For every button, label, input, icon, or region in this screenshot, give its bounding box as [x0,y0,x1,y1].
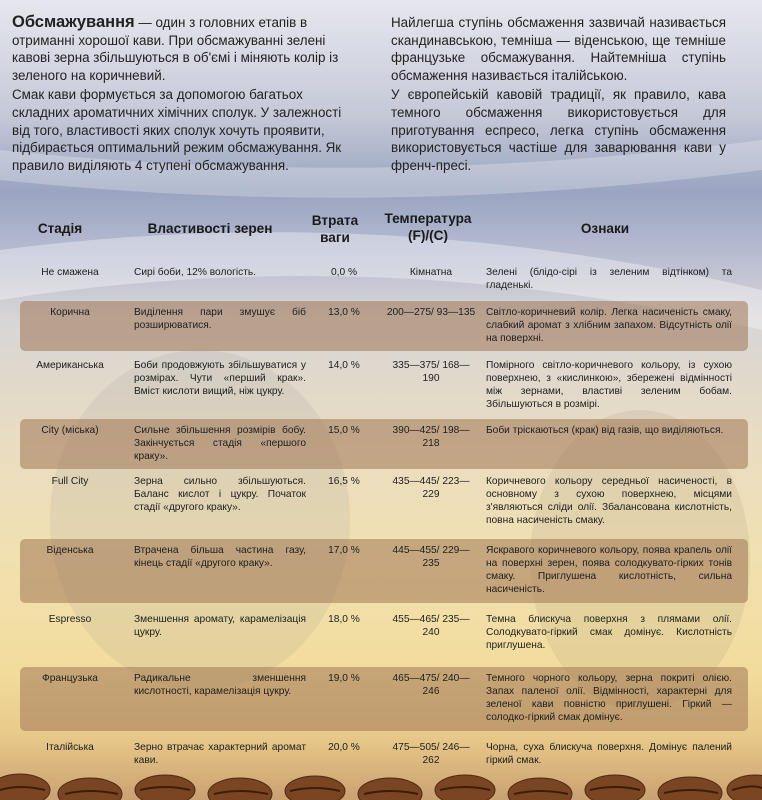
cell-temperature: 335—375/ 168—190 [392,360,470,384]
cell-properties: Зменшення аромату, карамелізація цукру. [134,614,306,638]
cell-temperature: 435—445/ 223—229 [392,476,470,500]
cell-signs: Світло-коричневий колір. Легка насиченість смаку, слабкий аромат з хлібним запахом. Відсутність олії на поверхні. [486,307,732,344]
cell-stage: Full City [51,476,89,487]
cell-signs: Помірного світло-коричневого кольору, із сухою поверхнею, з «кислинкою», збережені відмінності між зернами, властиві зеленим бобам. Збільшуються в розмірі. [486,360,732,410]
table-row [0,544,762,598]
intro-paragraph-1 [12,14,358,84]
intro-lead-word: Обсмажування [12,13,135,31]
cell-stage: Espresso [48,614,92,625]
cell-stage: Італійська [46,742,94,753]
table-row [0,424,762,464]
cell-properties: Боби продовжують збільшуватися у розмірах. Чути «перший крак». Вміст кислоти вищий, ніж цукру. [134,360,306,397]
table-row [0,672,762,726]
header-temperature-line2: (F)/(C) [407,228,448,243]
header-temperature [380,210,476,244]
cell-stage: Американська [36,360,104,371]
cell-stage: Французька [42,673,98,684]
cell-signs: Темна блискуча поверхня з плямами олії. Солодкувато-гіркий смак домінує. Кислотність приглушена. [486,614,732,651]
header-weight-loss-line1: Втрата [311,213,359,228]
cell-signs: Яскравого коричневого кольору, поява крапель олії на поверхні зерен, поява солодкувато-гірких тонів смаку. Приглушена кислотність, сильна насиченість. [486,545,732,595]
cell-stage: City (міська) [41,425,99,436]
cell-temperature: Кімнатна [409,267,453,278]
cell-weight-loss: 17,0 % [328,545,360,556]
cell-weight-loss: 18,0 % [328,614,360,625]
cell-properties: Втрачена більша частина газу, кінець стадії «другого краку». [134,545,306,569]
cell-weight-loss: 19,0 % [328,673,360,684]
cell-temperature: 390—425/ 198—218 [392,425,470,449]
cell-properties: Зерна сильно збільшуються. Баланс кислот і цукру. Початок стадії «другого краку». [134,476,306,513]
cell-weight-loss: 13,0 % [328,307,360,318]
cell-signs: Темного чорного кольору, зерна покриті олією. Запах паленої олії. Відмінності, характерні для зеленої кави повністю приглушені. Гіркий — солодко-гіркий смак домінує. [486,673,732,723]
cell-temperature: 475—505/ 246—262 [392,742,470,766]
cell-temperature: 455—465/ 235—240 [392,614,470,638]
intro-right-column [391,14,726,176]
cell-weight-loss: 14,0 % [328,360,360,371]
cell-signs: Коричневого кольору середньої насиченості, в основному з сухою поверхнею, місцями з'являються сліди олії. Збалансована кислотність, повна насиченість смаку. [486,476,732,526]
cell-properties: Виділення пари змушує біб розширюватися. [134,307,306,331]
cell-stage: Віденська [46,545,94,556]
cell-properties: Зерно втрачає характерний аромат кави. [134,742,306,766]
table-row [0,306,762,346]
intro-paragraph-4: У європейській кавовій традиції, як правило, кава темного обсмаження використовується для приготування еспресо, легка ступінь обсмаження використовується частіше для заварювання кави у френч-пресі. [391,87,726,173]
header-weight-loss [305,212,365,246]
intro-paragraph-2: Смак кави формується за допомогою багатьох складних ароматичних хімічних сполук. У залежності від того, властивості яких сполук хочуть проявити, підбирається оптимальний режим обсмажування. Як правило виділяють 4 ступені обсмажування. [12,87,342,173]
cell-properties: Сильне збільшення розмірів бобу. Закінчується стадія «першого краку». [134,425,306,462]
header-properties: Властивості зерен [147,221,273,236]
header-stage: Стадія [37,221,83,236]
cell-weight-loss: 16,5 % [328,476,360,487]
intro-left-column [12,14,358,176]
cell-stage: Не смажена [41,267,99,278]
cell-signs: Боби тріскаються (крак) від газів, що виділяються. [486,425,724,436]
header-weight-loss-line2: ваги [320,230,350,245]
intro-paragraph-1-text: — один з головних етапів в отриманні хорошої кави. При обсмажуванні зелені кавові зерна збільшуються в об'ємі і міняють колір із зеленого на коричневий. [12,15,339,83]
cell-temperature: 465—475/ 240—246 [392,673,470,697]
header-signs: Ознаки [580,221,630,236]
cell-properties: Радикальне зменшення кислотності, карамелізація цукру. [134,673,306,697]
cell-weight-loss: 20,0 % [328,742,360,753]
header-temperature-line1: Температура [384,211,472,226]
cell-signs: Зелені (блідо-сірі із зеленим відтінком) та гладенькі. [486,267,732,291]
intro-paragraph-3: Найлегша ступінь обсмаження зазвичай називається скандинавською, темніша — віденською, ще темніше французьке обсмажування. Найтемніша ступінь обсмаження називається італійською. [391,15,726,83]
cell-temperature: 200—275/ 93—135 [386,307,476,318]
cell-stage: Коричнa [50,307,90,318]
cell-signs: Чорна, суха блискуча поверхня. Домінує палений гіркий смак. [486,742,732,766]
roast-stages-table [0,208,762,766]
cell-weight-loss: 0,0 % [330,267,358,278]
cell-properties: Сирі боби, 12% вологість. [134,267,257,278]
cell-temperature: 445—455/ 229—235 [392,545,470,569]
table-header [0,208,762,260]
cell-weight-loss: 15,0 % [328,425,360,436]
